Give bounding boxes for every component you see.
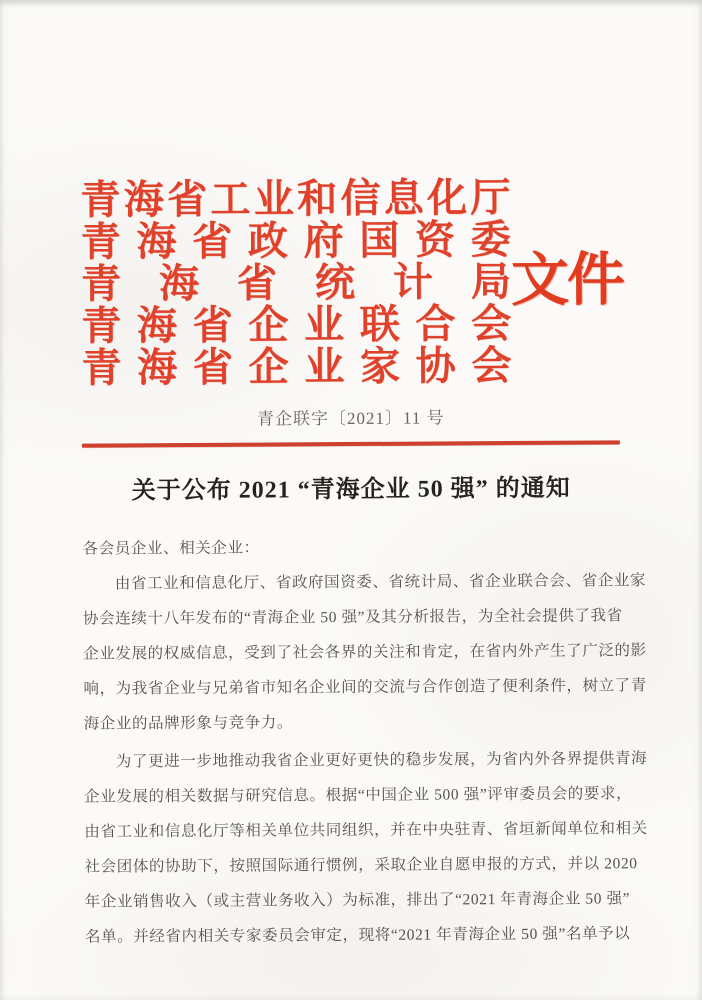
body-line: 响，为我省企业与兄弟省市知名企业间的交流与合作创造了便利条件，树立了青 bbox=[83, 677, 648, 698]
body-line: 协会连续十八年发布的“青海企业 50 强”及其分析报告，为全社会提供了我省 bbox=[82, 607, 623, 628]
document-title: 关于公布 2021 “青海企业 50 强” 的通知 bbox=[131, 475, 571, 505]
body-line: 由省工业和信息化厅、省政府国资委、省统计局、省企业联合会、省企业家 bbox=[114, 572, 647, 593]
body-line: 由省工业和信息化厅等相关单位共同组织，并在中央驻青、省垣新闻单位和相关 bbox=[84, 820, 648, 841]
body-line: 企业发展的相关数据与研究信息。根据“中国企业 500 强”评审委员会的要求， bbox=[84, 785, 633, 806]
issuer-line: 青 海 省 政 府 国 资 委 bbox=[80, 217, 511, 265]
doc-type-label: 文件 bbox=[510, 247, 624, 314]
body-line: 为了更进一步地推动我省企业更好更快的稳步发展，为省内外各界提供青海 bbox=[115, 750, 648, 771]
issuer-line: 青 海 省 统 计 局 bbox=[80, 259, 512, 307]
document-content bbox=[79, 0, 648, 955]
body-line: 年企业销售收入（或主营业务收入）为标准，排出了“2021 年青海企业 50 强” bbox=[84, 890, 631, 911]
red-divider-line bbox=[82, 440, 620, 447]
issuer-line: 青 海 省 企 业 家 协 会 bbox=[81, 343, 512, 391]
body-line: 海企业的品牌形象与竞争力。 bbox=[83, 714, 294, 733]
issuer-line: 青 海 省 企 业 联 合 会 bbox=[81, 301, 512, 349]
issuer-line: 青 海 省 工 业 和 信 息 化 厅 bbox=[80, 175, 511, 223]
doc-number: 青企联字〔2021〕11 号 bbox=[256, 408, 445, 429]
body-line: 各会员企业、相关企业： bbox=[82, 539, 260, 558]
body-line: 企业发展的权威信息，受到了社会各界的关注和肯定，在省内外产生了广泛的影 bbox=[83, 642, 647, 663]
body-line: 名单。并经省内相关专家委员会审定，现将“2021 年青海企业 50 强”名单予以 bbox=[84, 925, 631, 946]
letterhead bbox=[79, 0, 624, 391]
document-body bbox=[82, 528, 648, 954]
body-line: 社会团体的协助下，按照国际通行惯例，采取企业自愿申报的方式，并以 2020 bbox=[84, 855, 638, 876]
